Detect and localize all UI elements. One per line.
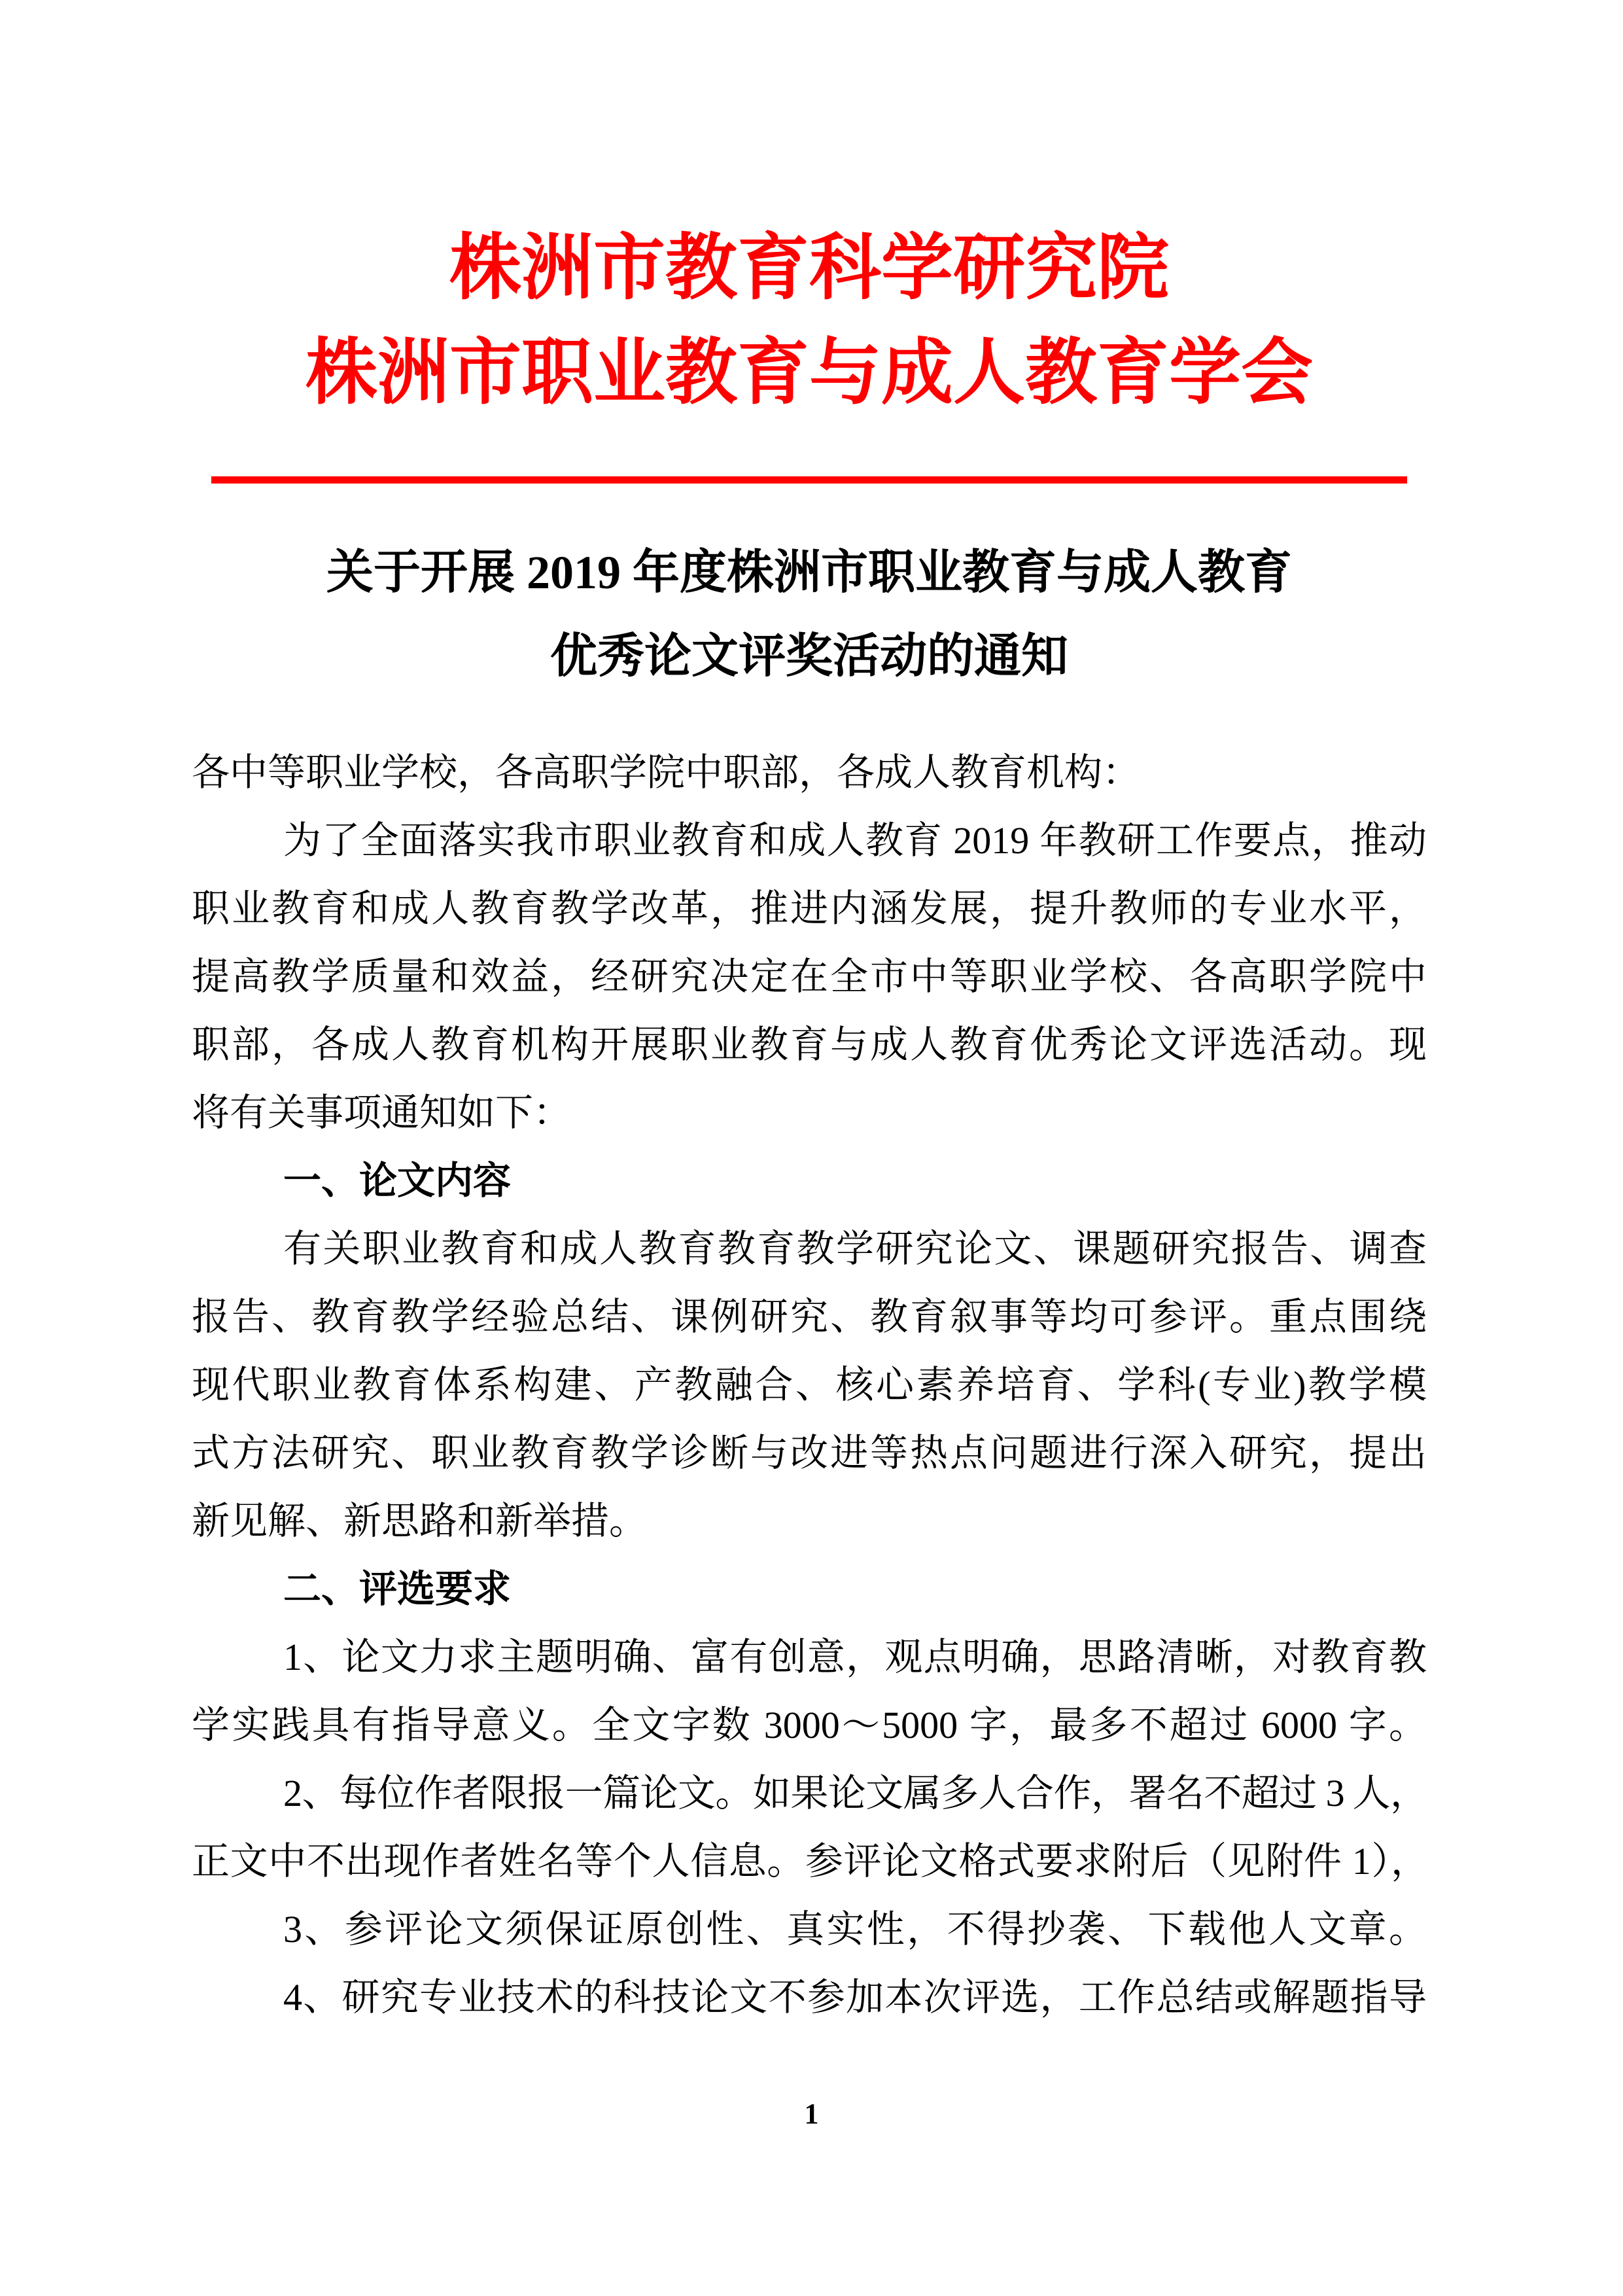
- body-line: 职业教育和成人教育教学改革，推进内涵发展，提升教师的专业水平，: [192, 887, 1427, 930]
- page-content: [192, 0, 1427, 2032]
- notice-title: [192, 531, 1427, 698]
- body-line: 正文中不出现作者姓名等个人信息。参评论文格式要求附后（见附件 1），: [192, 1840, 1427, 1882]
- body-line: 新见解、新思路和新举措。: [192, 1500, 648, 1542]
- issuing-org-line-2: 株洲市职业教育与成人教育学会: [305, 333, 1313, 413]
- notice-title-line-2: 优秀论文评奖活动的通知: [550, 630, 1068, 682]
- body-line: 3、参评论文须保证原创性、真实性，不得抄袭、下载他人文章。: [283, 1908, 1427, 1951]
- notice-title-line-1: 关于开展 2019 年度株洲市职业教育与成人教育: [326, 546, 1292, 599]
- body-line: 4、研究专业技术的科技论文不参加本次评选，工作总结或解题指导: [283, 1976, 1427, 2019]
- body-line: 各中等职业学校，各高职学院中职部，各成人教育机构：: [192, 751, 1141, 794]
- body-line: 1、论文力求主题明确、富有创意，观点明确，思路清晰，对教育教: [283, 1636, 1427, 1678]
- body-line: 式方法研究、职业教育教学诊断与改进等热点问题进行深入研究，提出: [192, 1432, 1427, 1474]
- body-line: 将有关事项通知如下：: [192, 1091, 572, 1134]
- issuing-org-line-1: 株洲市教育科学研究院: [449, 228, 1169, 308]
- body-line: 2、每位作者限报一篇论文。如果论文属多人合作，署名不超过 3 人，: [283, 1772, 1427, 1814]
- body-line: 有关职业教育和成人教育教育教学研究论文、课题研究报告、调查: [283, 1227, 1427, 1270]
- red-divider-line: [211, 476, 1407, 484]
- body-line: 学实践具有指导意义。全文字数 3000～5000 字，最多不超过 6000 字。: [192, 1704, 1427, 1746]
- body-line: 报告、教育教学经验总结、课例研究、教育叙事等均可参评。重点围绕: [192, 1296, 1427, 1338]
- body-line: 一、论文内容: [283, 1159, 512, 1202]
- body-line: 职部，各成人教育机构开展职业教育与成人教育优秀论文评选活动。现: [192, 1023, 1427, 1066]
- body-line: 提高教学质量和效益，经研究决定在全市中等职业学校、各高职学院中: [192, 955, 1427, 998]
- page-number: 1: [804, 2098, 819, 2130]
- body-line: 现代职业教育体系构建、产教融合、核心素养培育、学科(专业)教学模: [192, 1364, 1427, 1406]
- body-line: 二、评选要求: [283, 1568, 512, 1610]
- body-line: 为了全面落实我市职业教育和成人教育 2019 年教研工作要点，推动: [283, 819, 1427, 862]
- notice-body: [192, 739, 1427, 2032]
